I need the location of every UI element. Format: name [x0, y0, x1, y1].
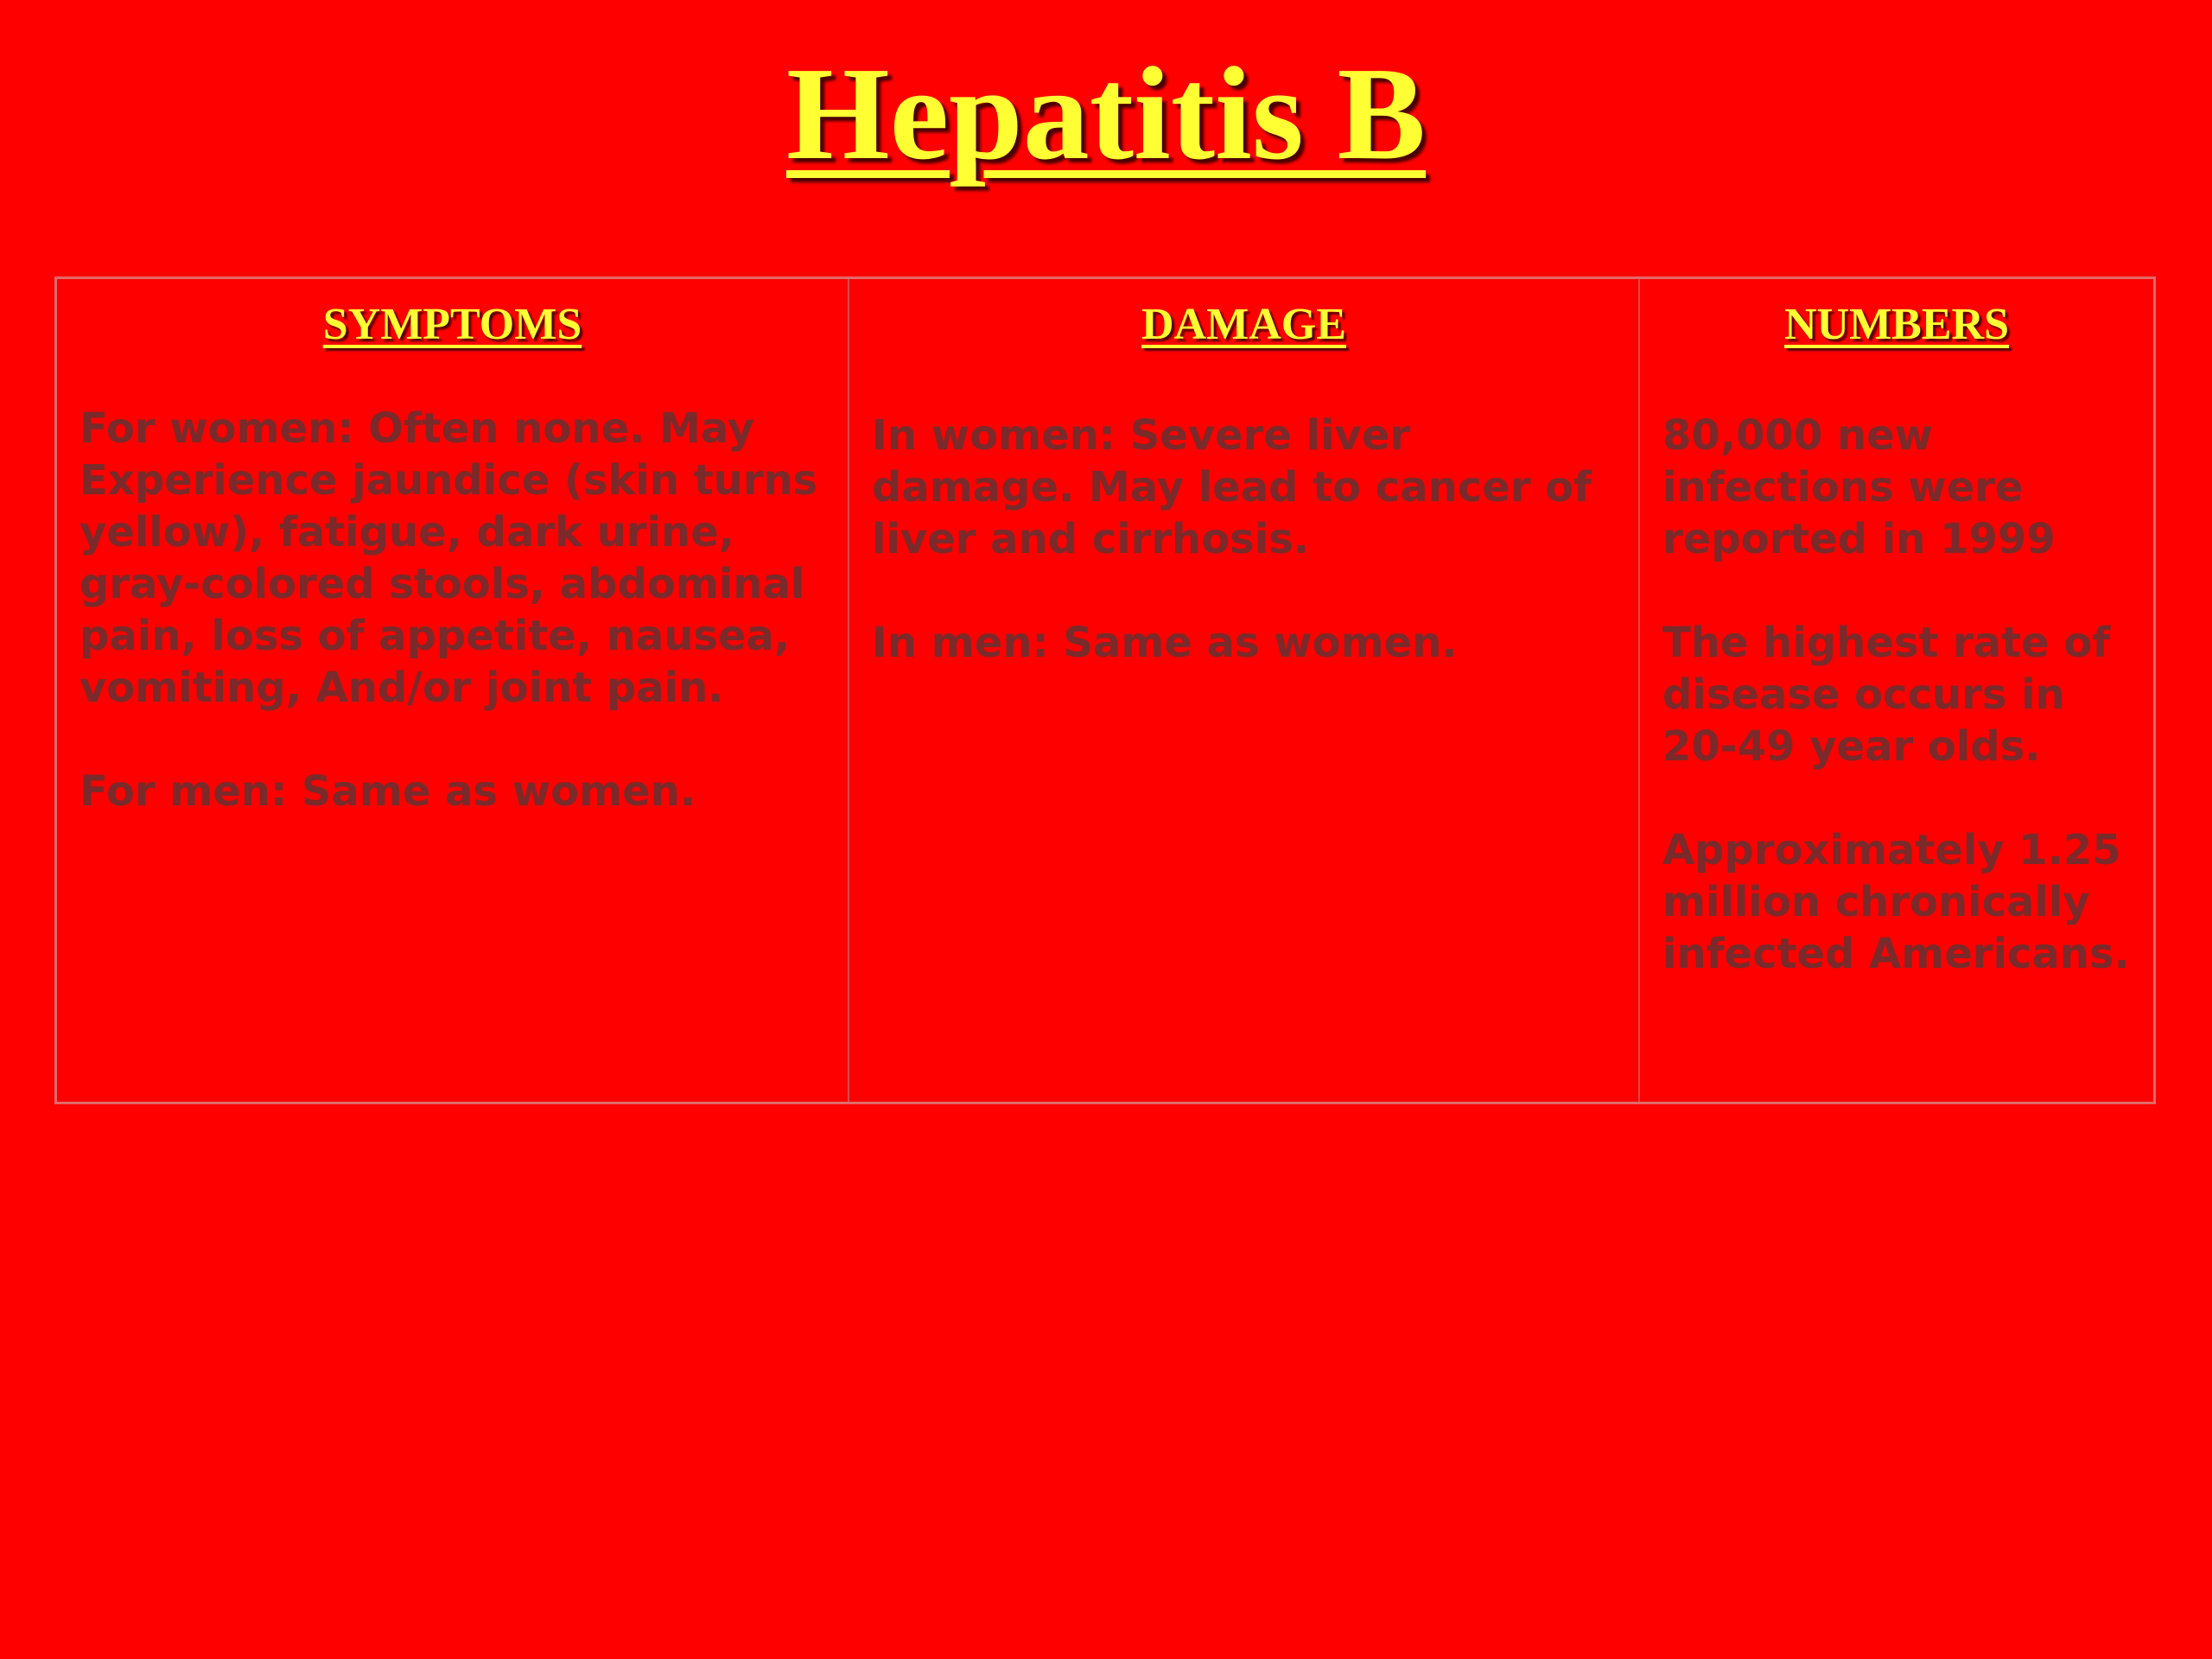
numbers-body [1662, 410, 2136, 980]
damage-men-text: In men: Same as women. [872, 619, 1458, 667]
damage-body [872, 410, 1621, 669]
numbers-chronic-text: Approximately 1.25 million chronically infected Americans. [1662, 826, 2130, 978]
numbers-age-rate-text: The highest rate of disease occurs in 20-49 year olds. [1662, 619, 2111, 771]
symptoms-column [57, 279, 848, 1102]
numbers-column [1638, 279, 2153, 1102]
damage-women-text: In women: Severe liver damage. May lead to cancer of liver and cirrhosis. [872, 411, 1592, 563]
symptoms-men-text: For men: Same as women. [79, 767, 696, 816]
info-table [54, 276, 2156, 1104]
numbers-infections-text: 80,000 new infections were reported in 1999 [1662, 411, 2056, 563]
slide-title: Hepatitis B [785, 41, 1427, 188]
symptoms-header: SYMPTOMS [322, 300, 582, 349]
symptoms-body [79, 403, 830, 817]
damage-column [848, 279, 1638, 1102]
damage-header: DAMAGE [1141, 300, 1346, 349]
numbers-header: NUMBERS [1783, 300, 2010, 349]
symptoms-women-text: For women: Often none. May Experience jaundice (skin turns yellow), fatigue, dark urine, gray-colored stools, abdominal pain, loss of appetite, nausea, vomiting, And/or joint pain. [79, 404, 818, 712]
